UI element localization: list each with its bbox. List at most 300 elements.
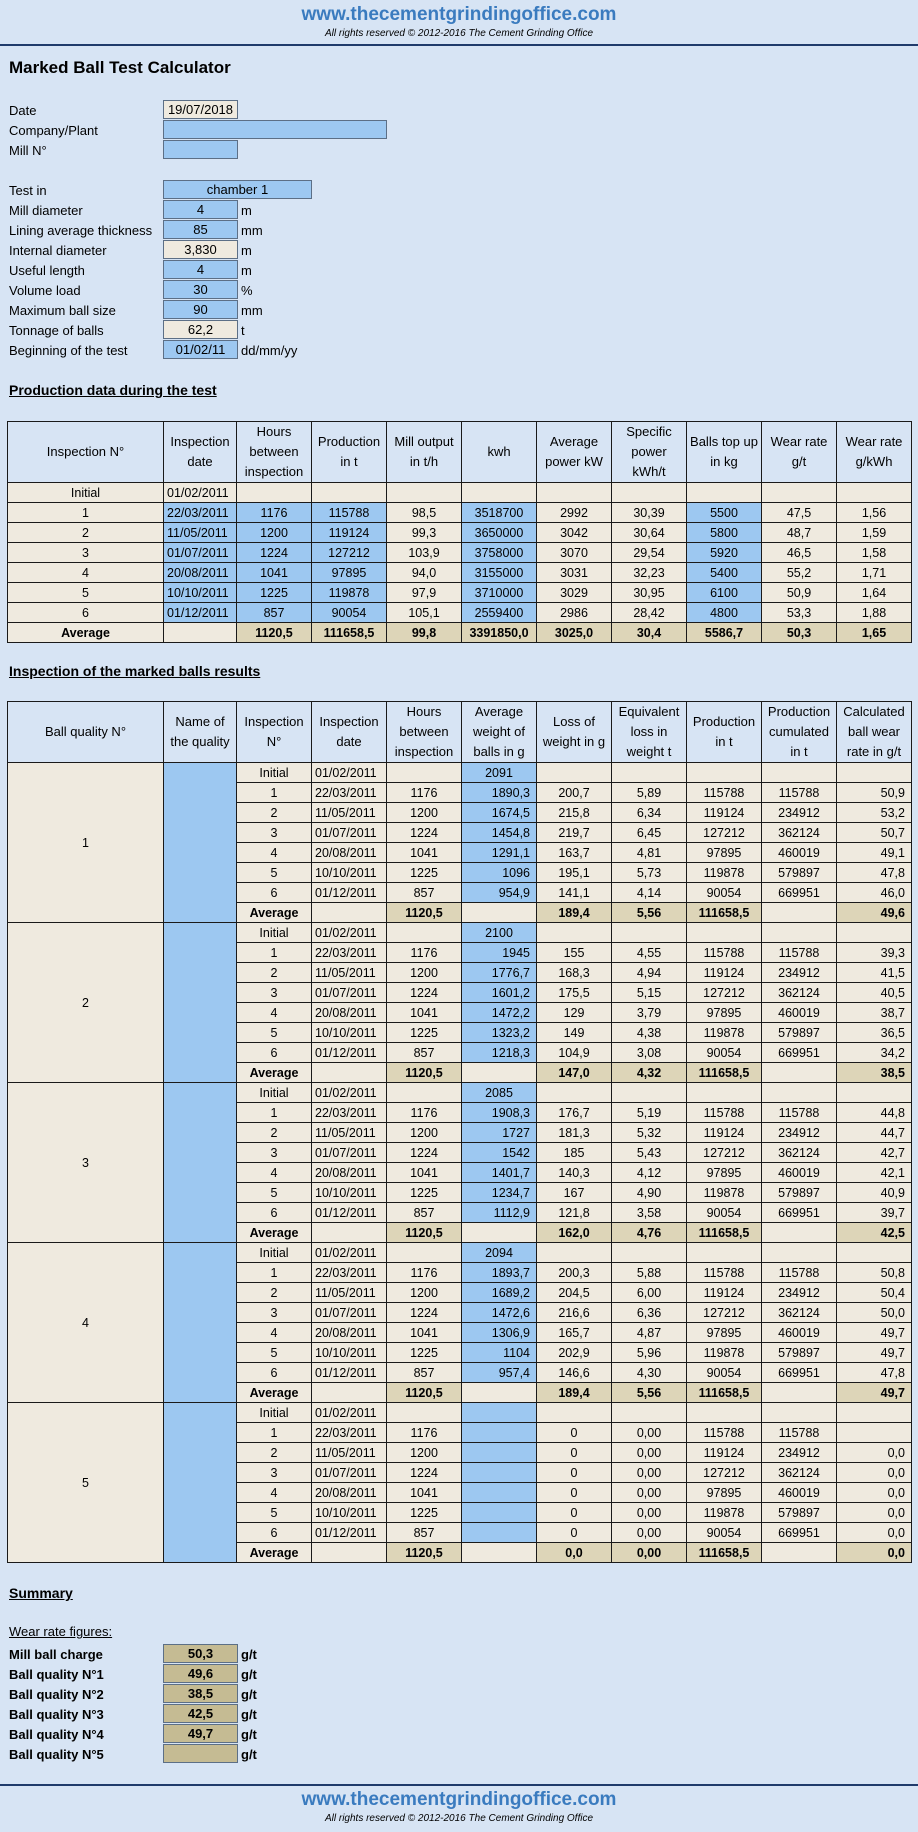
kwh-cell[interactable]: 2559400 [462,603,537,623]
inspection-date-cell: 11/05/2011 [312,803,387,823]
column-header: Balls top up in kg [687,422,762,483]
production-cumulated-cell: 460019 [762,1003,837,1023]
param-field[interactable]: chamber 1 [163,180,312,199]
param-field[interactable]: 01/02/11 [163,340,238,359]
average-cell: 3391850,0 [462,623,537,643]
average-cell [762,1223,837,1243]
summary-row [9,1744,329,1764]
empty-cell [237,483,312,503]
empty-cell [387,763,462,783]
production-cumulated-cell: 460019 [762,1323,837,1343]
column-header: Inspection N° [8,422,164,483]
empty-cell [837,1083,912,1103]
wear-rate-cell: 50,9 [837,783,912,803]
avg-weight-cell[interactable]: 1945 [462,943,537,963]
inspection-date-cell[interactable]: 01/07/2011 [164,543,237,563]
empty-cell [762,923,837,943]
hours-between-cell[interactable]: 1176 [237,503,312,523]
empty-cell [612,483,687,503]
average-cell [312,1223,387,1243]
avg-weight-cell[interactable]: 1218,3 [462,1043,537,1063]
param-field[interactable]: 4 [163,260,238,279]
inspection-no-cell: 1 [237,943,312,963]
average-cell: 111658,5 [687,1063,762,1083]
inspection-date-cell: 22/03/2011 [312,783,387,803]
wear-rate-gt-cell: 53,3 [762,603,837,623]
average-cell [462,903,537,923]
average-cell: 42,5 [837,1223,912,1243]
inspection-no-cell: 3 [237,1303,312,1323]
empty-cell [537,923,612,943]
column-header: Specific power kWh/t [612,422,687,483]
inspection-no-cell: 2 [237,1123,312,1143]
hours-between-cell[interactable]: 1041 [237,563,312,583]
loss-weight-cell: 200,3 [537,1263,612,1283]
wear-rate-cell: 0,0 [837,1483,912,1503]
param-label: Useful length [9,263,85,278]
average-label: Average [8,623,164,643]
avg-weight-cell[interactable]: 1472,6 [462,1303,537,1323]
date-field[interactable]: 19/07/2018 [163,100,238,119]
wear-rate-cell: 34,2 [837,1043,912,1063]
ball-quality-no: 1 [8,763,164,923]
summary-row [9,1644,329,1664]
average-cell [762,903,837,923]
hours-between-cell: 1041 [387,1323,462,1343]
avg-weight-cell[interactable] [462,1503,537,1523]
company-field[interactable] [163,120,387,139]
inspection-date-cell: 20/08/2011 [312,1003,387,1023]
balls-topup-cell[interactable]: 5500 [687,503,762,523]
wear-rate-cell: 53,2 [837,803,912,823]
hours-between-cell: 857 [387,883,462,903]
hours-between-cell[interactable]: 857 [237,603,312,623]
column-header: Ball quality N° [8,702,164,763]
column-header: Hours between inspection [387,702,462,763]
avg-weight-cell[interactable]: 957,4 [462,1363,537,1383]
production-t-cell: 90054 [687,1043,762,1063]
production-t-cell[interactable]: 97895 [312,563,387,583]
inspection-date-cell[interactable]: 10/10/2011 [164,583,237,603]
equiv-loss-cell: 6,36 [612,1303,687,1323]
kwh-cell[interactable]: 3518700 [462,503,537,523]
equiv-loss-cell: 4,55 [612,943,687,963]
inspection-date-cell: 10/10/2011 [312,863,387,883]
inspection-date[interactable]: 01/02/2011 [164,483,237,503]
param-field[interactable]: 30 [163,280,238,299]
production-t-cell: 127212 [687,1463,762,1483]
summary-row [9,1664,329,1684]
summary-unit: g/t [241,1687,257,1702]
column-header: Calculated ball wear rate in g/t [837,702,912,763]
loss-weight-cell: 129 [537,1003,612,1023]
loss-weight-cell: 0 [537,1463,612,1483]
production-t-cell[interactable]: 127212 [312,543,387,563]
inspection-no-cell: 4 [8,563,164,583]
avg-weight-cell[interactable]: 1674,5 [462,803,537,823]
inspection-date-cell[interactable]: 11/05/2011 [164,523,237,543]
equiv-loss-cell: 0,00 [612,1443,687,1463]
empty-cell [687,483,762,503]
average-cell: 49,6 [837,903,912,923]
equiv-loss-cell: 4,90 [612,1183,687,1203]
inspection-date-cell: 11/05/2011 [312,1443,387,1463]
inspection-date-cell: 20/08/2011 [312,1163,387,1183]
average-label: Average [237,1223,312,1243]
kwh-cell[interactable]: 3155000 [462,563,537,583]
param-label: Internal diameter [9,243,107,258]
loss-weight-cell: 141,1 [537,883,612,903]
inspection-no-cell: 4 [237,1003,312,1023]
average-cell: 1,65 [837,623,912,643]
production-t-cell[interactable]: 119878 [312,583,387,603]
hours-between-cell[interactable]: 1225 [237,583,312,603]
summary-row [9,1684,329,1704]
inspection-no-cell: 3 [237,1463,312,1483]
hours-between-cell[interactable]: 1224 [237,543,312,563]
wear-rate-gkwh-cell: 1,59 [837,523,912,543]
wear-rate-cell: 39,7 [837,1203,912,1223]
hours-between-cell[interactable]: 1200 [237,523,312,543]
avg-weight-cell[interactable] [462,1523,537,1543]
column-header: Mill output in t/h [387,422,462,483]
avg-weight-cell[interactable] [462,1463,537,1483]
inspection-no-cell: Initial [237,923,312,943]
summary-label: Ball quality N°4 [9,1727,104,1742]
equiv-loss-cell: 3,58 [612,1203,687,1223]
average-cell: 0,00 [612,1543,687,1563]
inspection-date-cell: 01/07/2011 [312,823,387,843]
inspection-date-cell[interactable]: 20/08/2011 [164,563,237,583]
avg-weight-cell[interactable]: 1112,9 [462,1203,537,1223]
inspection-no-cell: Initial [237,763,312,783]
inspection-section-title: Inspection of the marked balls results [9,663,261,679]
quality-name-field[interactable] [164,1243,237,1403]
production-cumulated-cell: 669951 [762,1363,837,1383]
company-row [9,120,409,140]
inspection-date-cell: 01/12/2011 [312,1043,387,1063]
average-cell: 0,0 [837,1543,912,1563]
site-url[interactable]: www.thecementgrindingoffice.com [301,4,617,25]
inspection-no-cell: 1 [237,783,312,803]
param-label: Beginning of the test [9,343,128,358]
empty-cell [687,923,762,943]
param-label: Maximum ball size [9,303,116,318]
production-t-cell: 119878 [687,1183,762,1203]
inspection-date-cell: 01/02/2011 [312,1243,387,1263]
hours-between-cell: 1224 [387,1143,462,1163]
avg-weight-cell[interactable]: 1601,2 [462,983,537,1003]
inspection-date-cell: 11/05/2011 [312,1123,387,1143]
equiv-loss-cell: 0,00 [612,1523,687,1543]
summary-value: 50,3 [163,1644,238,1663]
kwh-cell[interactable]: 3650000 [462,523,537,543]
avg-weight-cell[interactable]: 2091 [462,763,537,783]
production-cumulated-cell: 115788 [762,1423,837,1443]
avg-weight-cell[interactable] [462,1423,537,1443]
summary-label: Ball quality N°3 [9,1707,104,1722]
inspection-date-cell: 01/12/2011 [312,1363,387,1383]
inspection-no-cell: 5 [237,1023,312,1043]
production-cumulated-cell: 362124 [762,1303,837,1323]
wear-rate-gt-cell: 48,7 [762,523,837,543]
avg-weight-cell[interactable]: 2085 [462,1083,537,1103]
empty-cell [687,1403,762,1423]
footer-copyright: All rights reserved © 2012-2016 The Cement Grinding Office [324,1813,594,1824]
production-t-cell[interactable]: 90054 [312,603,387,623]
average-cell: 111658,5 [687,1383,762,1403]
quality-name-field[interactable] [164,1403,237,1563]
average-cell: 147,0 [537,1063,612,1083]
balls-topup-cell[interactable]: 5800 [687,523,762,543]
inspection-date-cell: 22/03/2011 [312,1263,387,1283]
production-row [8,503,912,523]
page-footer [0,1788,918,1826]
production-cumulated-cell: 362124 [762,823,837,843]
production-t-cell: 97895 [687,1163,762,1183]
wear-rate-gkwh-cell: 1,64 [837,583,912,603]
empty-cell [837,483,912,503]
quality-name-field[interactable] [164,1083,237,1243]
production-t-cell: 97895 [687,843,762,863]
empty-cell [537,763,612,783]
avg-weight-cell[interactable]: 1096 [462,863,537,883]
ball-quality-no: 2 [8,923,164,1083]
quality-initial-row [8,1083,912,1103]
hours-between-cell: 1041 [387,843,462,863]
wear-rate-cell [837,1423,912,1443]
inspection-date-cell: 11/05/2011 [312,1283,387,1303]
column-header: Production in t [687,702,762,763]
equiv-loss-cell: 0,00 [612,1503,687,1523]
param-unit: mm [241,303,263,318]
param-label: Volume load [9,283,81,298]
avg-weight-cell[interactable]: 1890,3 [462,783,537,803]
avg-weight-cell[interactable]: 1908,3 [462,1103,537,1123]
loss-weight-cell: 165,7 [537,1323,612,1343]
avg-weight-cell[interactable]: 1454,8 [462,823,537,843]
hours-between-cell: 1224 [387,1303,462,1323]
inspection-date-cell[interactable]: 22/03/2011 [164,503,237,523]
inspection-date-cell[interactable]: 01/12/2011 [164,603,237,623]
production-average-row [8,623,912,643]
summary-subtitle: Wear rate figures: [9,1624,113,1639]
inspection-no-cell: 5 [237,1183,312,1203]
summary-value [163,1744,238,1763]
equiv-loss-cell: 5,15 [612,983,687,1003]
balls-topup-cell[interactable]: 5920 [687,543,762,563]
wear-rate-cell: 0,0 [837,1463,912,1483]
loss-weight-cell: 140,3 [537,1163,612,1183]
inspection-date-cell: 22/03/2011 [312,943,387,963]
avg-weight-cell[interactable]: 1306,9 [462,1323,537,1343]
inspection-no-cell: 2 [237,803,312,823]
loss-weight-cell: 176,7 [537,1103,612,1123]
production-t-cell: 119124 [687,1123,762,1143]
avg-weight-cell[interactable]: 1104 [462,1343,537,1363]
param-field[interactable]: 90 [163,300,238,319]
summary-label: Ball quality N°1 [9,1667,104,1682]
inspection-date-cell: 01/02/2011 [312,923,387,943]
wear-rate-cell: 47,8 [837,863,912,883]
production-t-cell: 119124 [687,963,762,983]
avg-weight-cell[interactable]: 2094 [462,1243,537,1263]
production-cumulated-cell: 234912 [762,803,837,823]
page-header [0,3,918,41]
mill-field[interactable] [163,140,238,159]
production-t-cell: 127212 [687,823,762,843]
column-header: Hours between inspection [237,422,312,483]
loss-weight-cell: 0 [537,1443,612,1463]
equiv-loss-cell: 5,89 [612,783,687,803]
production-t-cell[interactable]: 115788 [312,503,387,523]
production-t-cell: 119124 [687,1443,762,1463]
avg-weight-cell[interactable]: 1727 [462,1123,537,1143]
avg-weight-cell[interactable]: 2100 [462,923,537,943]
average-cell: 5,56 [612,1383,687,1403]
average-cell: 162,0 [537,1223,612,1243]
avg-weight-cell[interactable]: 1689,2 [462,1283,537,1303]
production-header-row [8,422,912,483]
production-cumulated-cell: 460019 [762,1163,837,1183]
loss-weight-cell: 104,9 [537,1043,612,1063]
equiv-loss-cell: 6,00 [612,1283,687,1303]
company-label: Company/Plant [9,123,98,138]
hours-between-cell: 1225 [387,1023,462,1043]
production-cumulated-cell: 669951 [762,1043,837,1063]
inspection-date-cell: 01/12/2011 [312,883,387,903]
quality-name-field[interactable] [164,763,237,923]
avg-weight-cell[interactable]: 954,9 [462,883,537,903]
avg-weight-cell[interactable]: 1472,2 [462,1003,537,1023]
inspection-no-cell: 4 [237,1323,312,1343]
production-cumulated-cell: 579897 [762,1023,837,1043]
inspection-no-cell: 6 [237,883,312,903]
specific-power-cell: 32,23 [612,563,687,583]
inspection-no-cell: 6 [237,1523,312,1543]
empty-cell [612,763,687,783]
avg-weight-cell[interactable] [462,1443,537,1463]
param-field[interactable]: 4 [163,200,238,219]
production-t-cell: 119878 [687,1503,762,1523]
avg-weight-cell[interactable] [462,1483,537,1503]
equiv-loss-cell: 5,43 [612,1143,687,1163]
loss-weight-cell: 204,5 [537,1283,612,1303]
average-cell: 111658,5 [687,1223,762,1243]
average-cell: 111658,5 [312,623,387,643]
average-power-cell: 3070 [537,543,612,563]
equiv-loss-cell: 0,00 [612,1423,687,1443]
hours-between-cell: 1176 [387,1263,462,1283]
production-cumulated-cell: 115788 [762,1263,837,1283]
hours-between-cell: 1224 [387,983,462,1003]
column-header: Wear rate g/kWh [837,422,912,483]
balls-topup-cell[interactable]: 4800 [687,603,762,623]
param-unit: t [241,323,245,338]
production-t-cell[interactable]: 119124 [312,523,387,543]
wear-rate-cell: 49,7 [837,1343,912,1363]
quality-initial-row [8,1243,912,1263]
summary-unit: g/t [241,1727,257,1742]
loss-weight-cell: 146,6 [537,1363,612,1383]
inspection-no-cell: 6 [237,1363,312,1383]
empty-cell [762,1083,837,1103]
average-cell: 5,56 [612,903,687,923]
summary-label: Ball quality N°2 [9,1687,104,1702]
hours-between-cell: 1176 [387,943,462,963]
production-t-cell: 127212 [687,1143,762,1163]
avg-weight-cell[interactable]: 1893,7 [462,1263,537,1283]
balls-topup-cell[interactable]: 5400 [687,563,762,583]
production-t-cell: 90054 [687,1203,762,1223]
avg-weight-cell[interactable]: 1542 [462,1143,537,1163]
specific-power-cell: 30,95 [612,583,687,603]
inspection-no-cell: Initial [237,1083,312,1103]
production-cumulated-cell: 579897 [762,1183,837,1203]
inspection-no-cell: 6 [8,603,164,623]
production-t-cell: 127212 [687,1303,762,1323]
summary-value: 42,5 [163,1704,238,1723]
wear-rate-cell: 50,8 [837,1263,912,1283]
summary-label: Mill ball charge [9,1647,103,1662]
average-label: Average [237,1383,312,1403]
production-t-cell: 90054 [687,1363,762,1383]
balls-topup-cell[interactable]: 6100 [687,583,762,603]
average-cell [462,1223,537,1243]
equiv-loss-cell: 6,34 [612,803,687,823]
page-title: Marked Ball Test Calculator [9,58,231,77]
column-header: Wear rate g/t [762,422,837,483]
param-unit: dd/mm/yy [241,343,298,358]
avg-weight-cell[interactable]: 1401,7 [462,1163,537,1183]
wear-rate-cell: 42,7 [837,1143,912,1163]
average-cell [462,1063,537,1083]
summary-section-title: Summary [9,1585,73,1601]
production-t-cell: 115788 [687,1423,762,1443]
mill-output-cell: 94,0 [387,563,462,583]
param-field[interactable]: 85 [163,220,238,239]
summary-row [9,1724,329,1744]
loss-weight-cell: 185 [537,1143,612,1163]
wear-rate-cell: 50,4 [837,1283,912,1303]
avg-weight-cell[interactable]: 1291,1 [462,843,537,863]
empty-cell [762,763,837,783]
quality-name-field[interactable] [164,923,237,1083]
average-cell: 49,7 [837,1383,912,1403]
wear-rate-gt-cell: 46,5 [762,543,837,563]
summary-value: 49,7 [163,1724,238,1743]
avg-weight-cell[interactable]: 1234,7 [462,1183,537,1203]
column-header: Equivalent loss in weight t [612,702,687,763]
loss-weight-cell: 168,3 [537,963,612,983]
avg-weight-cell[interactable] [462,1403,537,1423]
ball-quality-no: 3 [8,1083,164,1243]
production-t-cell: 127212 [687,983,762,1003]
hours-between-cell: 1225 [387,863,462,883]
avg-weight-cell[interactable]: 1323,2 [462,1023,537,1043]
loss-weight-cell: 181,3 [537,1123,612,1143]
average-cell: 50,3 [762,623,837,643]
production-cumulated-cell: 115788 [762,783,837,803]
summary-label: Ball quality N°5 [9,1747,104,1762]
kwh-cell[interactable]: 3758000 [462,543,537,563]
production-cumulated-cell: 234912 [762,1123,837,1143]
param-unit: m [241,203,252,218]
kwh-cell[interactable]: 3710000 [462,583,537,603]
footer-url[interactable]: www.thecementgrindingoffice.com [301,1789,617,1810]
production-cumulated-cell: 460019 [762,1483,837,1503]
avg-weight-cell[interactable]: 1776,7 [462,963,537,983]
